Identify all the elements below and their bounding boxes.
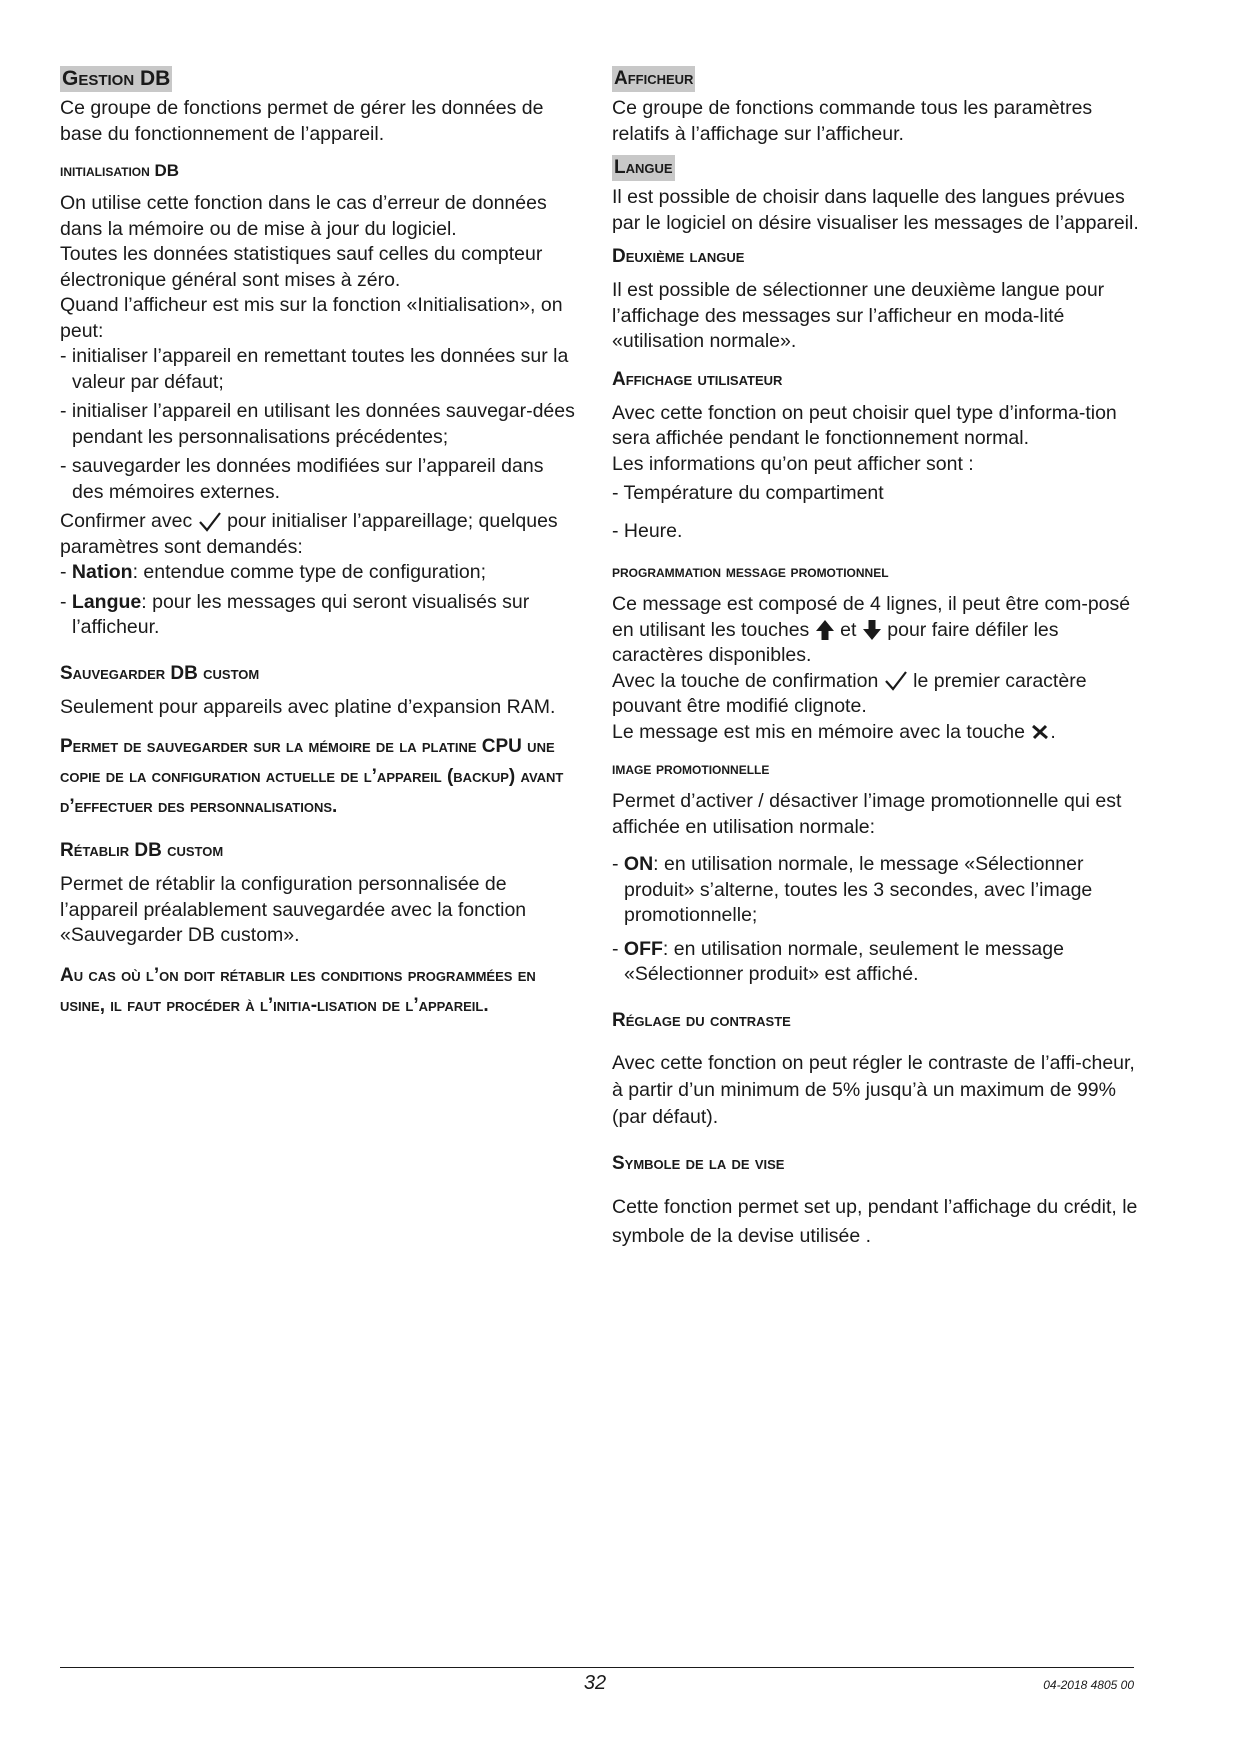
deuxieme-p1: Il est possible de sélectionner une deuxième langue pour l’affichage des messages sur l’afficheur en moda-lité «utilisation normale». <box>612 279 1105 352</box>
init-p1: On utilise cette fonction dans le cas d’erreur de données dans la mémoire ou de mise à jour du logiciel. <box>60 192 547 240</box>
init-bullet-1: - initialiser l’appareil en remettant toutes les données sur la valeur par défaut; <box>60 345 569 393</box>
prog-text-f: Le message est mis en mémoire avec la touche <box>612 720 1025 743</box>
affichage-p2: Les informations qu’on peut afficher sont : <box>612 452 974 475</box>
sauvegarder-caps: Permet de sauvegarder sur la mémoire de la platine CPU une copie de la configuration actuelle de l’appareil (backup) avant d’effectuer des personnalisations. <box>60 736 564 817</box>
prog-text-g: . <box>1050 720 1056 743</box>
init-bullet-2: - initialiser l’appareil en utilisant les données sauvegar-dées pendant les personnalisations précédentes; <box>60 400 575 448</box>
langue-text: : pour les messages qui seront visualisés sur l’afficheur. <box>72 590 530 638</box>
nation-text: : entendue comme type de configuration; <box>132 561 486 583</box>
left-column <box>60 66 580 1021</box>
check-icon <box>884 670 908 692</box>
programmation-p3 <box>612 720 1142 746</box>
section-title-langue: Langue <box>612 155 675 181</box>
retablir-p1: Permet de rétablir la configuration personnalisée de l’appareil préalablement sauvegardée avec la fonction «Sauvegarder DB custom». <box>60 873 527 946</box>
prog-text-d: Avec la touche de confirmation <box>612 669 879 692</box>
nation-item: - Nation: entendue comme type de configuration; <box>60 561 486 583</box>
image-on-item: - ON: en utilisation normale, le message «Sélectionner produit» s’alterne, toutes les 3 secondes, avec l’image promotionnelle; <box>612 853 1093 926</box>
affichage-bullet-1: - Température du compartiment <box>612 482 884 504</box>
right-column <box>612 66 1142 1251</box>
affichage-p1: Avec cette fonction on peut choisir quel type d’informa-tion sera affichée pendant le fonctionnement normal. <box>612 401 1117 449</box>
subtitle-image-promotionnelle: image promotionnelle <box>612 759 770 778</box>
section-title-afficheur: Afficheur <box>612 66 695 92</box>
prog-text-a: Ce message est composé de 4 lignes, il peut être com-posé en utilisant les touches <box>612 593 1131 641</box>
subtitle-initialisation: initialisation DB <box>60 161 180 180</box>
init-p3: Quand l’afficheur est mis sur la fonction «Initialisation», on peut: <box>60 294 563 342</box>
affichage-bullet-2: - Heure. <box>612 519 683 542</box>
contraste-p1: Avec cette fonction on peut régler le contraste de l’affi-cheur, à partir d’un minimum de 5% jusqu’à un maximum de 99% (par défaut). <box>612 1051 1135 1128</box>
subtitle-contraste: Réglage du contraste <box>612 1009 791 1031</box>
arrow-down-icon <box>862 619 882 641</box>
on-label: ON <box>623 853 654 875</box>
off-text: : en utilisation normale, seulement le message «Sélectionner produit» est affiché. <box>624 937 1064 985</box>
retablir-caps: Au cas où l’on doit rétablir les conditions programmées en usine, il faut procéder à l’initia-lisation de l’appareil. <box>60 964 536 1016</box>
arrow-up-icon <box>815 619 835 641</box>
prog-text-e: le premier caractère pouvant être modifié clignote. <box>612 669 1087 717</box>
check-icon <box>198 511 222 533</box>
footer-divider <box>60 1667 1134 1668</box>
langue-item: - Langue: pour les messages qui seront visualisés sur l’afficheur. <box>60 590 530 638</box>
subtitle-symbole: Symbole de la de vise <box>612 1152 785 1174</box>
prog-text-b: et <box>840 618 857 641</box>
image-p1: Permet d’activer / désactiver l’image promotionnelle qui est affichée en utilisation normale: <box>612 790 1122 838</box>
gestion-db-intro: Ce groupe de fonctions permet de gérer les données de base du fonctionnement de l’appareil. <box>60 97 544 145</box>
off-label: OFF <box>623 937 663 960</box>
confirm-text-a: Confirmer avec <box>60 510 193 532</box>
init-bullet-3: - sauvegarder les données modifiées sur l’appareil dans des mémoires externes. <box>60 455 544 503</box>
subtitle-programmation: programmation message promotionnel <box>612 562 889 581</box>
subtitle-deuxieme-langue: Deuxième langue <box>612 246 745 267</box>
document-reference: 04-2018 4805 00 <box>1043 1678 1134 1692</box>
section-title-gestion-db: Gestion DB <box>62 67 171 90</box>
langue-p1: Il est possible de choisir dans laquelle des langues prévues par le logiciel on désire visualiser les messages de l’appareil. <box>612 186 1139 234</box>
init-confirm <box>60 509 580 560</box>
programmation-p2 <box>612 669 1142 720</box>
subtitle-sauvegarder: Sauvegarder DB custom <box>60 662 260 684</box>
image-off-item: - OFF: en utilisation normale, seulement le message «Sélectionner produit» est affiché. <box>612 937 1064 985</box>
langue-label: Langue <box>71 590 142 613</box>
nation-label: Nation <box>71 561 133 583</box>
prog-text-c: pour faire défiler les caractères disponibles. <box>612 618 1059 666</box>
programmation-p1 <box>612 592 1142 669</box>
subtitle-affichage-utilisateur: Affichage utilisateur <box>612 368 783 390</box>
sauvegarder-p1: Seulement pour appareils avec platine d’expansion RAM. <box>60 695 556 718</box>
symbole-p1: Cette fonction permet set up, pendant l’affichage du crédit, le symbole de la devise utilisée . <box>612 1195 1138 1247</box>
page-number: 32 <box>583 1672 607 1694</box>
confirm-text-b: pour initialiser l’appareillage; quelques paramètres sont demandés: <box>60 510 558 558</box>
init-p2: Toutes les données statistiques sauf celles du compteur électronique général sont mises à zéro. <box>60 243 543 291</box>
afficheur-intro: Ce groupe de fonctions commande tous les paramètres relatifs à l’affichage sur l’afficheur. <box>612 97 1093 145</box>
x-icon <box>1030 723 1050 741</box>
subtitle-retablir: Rétablir DB custom <box>60 840 224 861</box>
on-text: : en utilisation normale, le message «Sélectionner produit» s’alterne, toutes les 3 secondes, avec l’image promotionnelle; <box>624 853 1093 926</box>
